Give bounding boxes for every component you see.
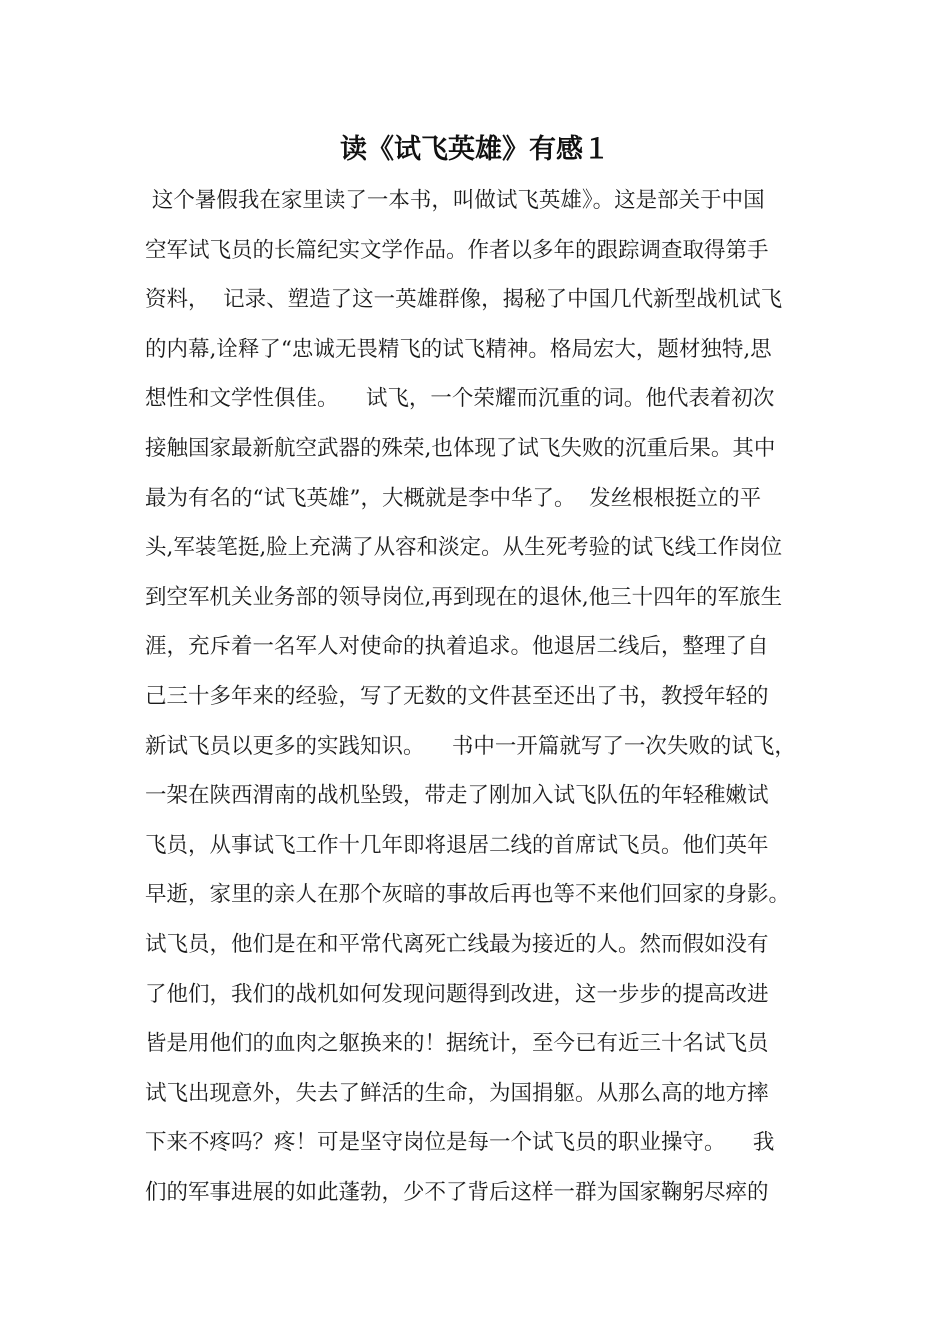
text-line: 头,军装笔挺,脸上充满了从容和淡定。从生死考验的试飞线工作岗位 <box>145 535 783 561</box>
text-line: 飞员，从事试飞工作十几年即将退居二线的首席试飞员。他们英年 <box>145 832 769 858</box>
document-body <box>145 180 835 1221</box>
text-line: 皆是用他们的血肉之躯换来的！据统计，至今已有近三十名试飞员 <box>145 1031 769 1057</box>
text-line: 最为有名的“试飞英雄”，大概就是李中华了。 发丝根根挺立的平 <box>145 485 762 511</box>
text-line: 涯，充斥着一名军人对使命的执着追求。他退居二线后，整理了自 <box>145 634 769 660</box>
text-line: 这个暑假我在家里读了一本书，叫做试飞英雄》。这是部关于中国 <box>145 188 765 213</box>
text-line: 了他们，我们的战机如何发现问题得到改进，这一步步的提高改进 <box>145 981 769 1007</box>
text-line: 到空军机关业务部的领导岗位,再到现在的退休,他三十四年的军旅生 <box>145 584 783 610</box>
text-line: 资料， 记录、塑造了这一英雄群像，揭秘了中国几代新型战机试飞 <box>145 287 783 313</box>
text-line: 想性和文学性俱佳。 试飞，一个荣耀而沉重的词。他代表着初次 <box>145 386 775 412</box>
text-line: 接触国家最新航空武器的殊荣,也体现了试飞失败的沉重后果。其中 <box>145 435 776 461</box>
document-title: 读《试飞英雄》有感１ <box>340 134 610 165</box>
text-line: 早逝，家里的亲人在那个灰暗的事故后再也等不来他们回家的身影。 <box>145 882 791 908</box>
text-line: 己三十多年来的经验，写了无数的文件甚至还出了书，教授年轻的 <box>145 683 769 709</box>
text-line: 新试飞员以更多的实践知识。 书中一开篇就写了一次失败的试飞， <box>145 733 796 759</box>
text-line: 一架在陕西渭南的战机坠毁，带走了刚加入试飞队伍的年轻稚嫩试 <box>145 783 769 809</box>
text-line: 的内幕,诠释了“忠诚无畏精飞的试飞精神。格局宏大，题材独特,思 <box>145 336 772 362</box>
text-line: 空军试飞员的长篇纪实文学作品。作者以多年的跟踪调查取得第手 <box>145 237 769 263</box>
text-line: 试飞员，他们是在和平常代离死亡线最为接近的人。然而假如没有 <box>145 931 769 957</box>
text-line: 们的军事进展的如此蓬勃，少不了背后这样一群为国家鞠躬尽瘁的 <box>145 1179 769 1205</box>
text-line: 下来不疼吗？疼！可是坚守岗位是每一个试飞员的职业操守。 我 <box>145 1130 775 1156</box>
text-line: 试飞出现意外，失去了鲜活的生命，为国捐躯。从那么高的地方摔 <box>145 1080 769 1106</box>
